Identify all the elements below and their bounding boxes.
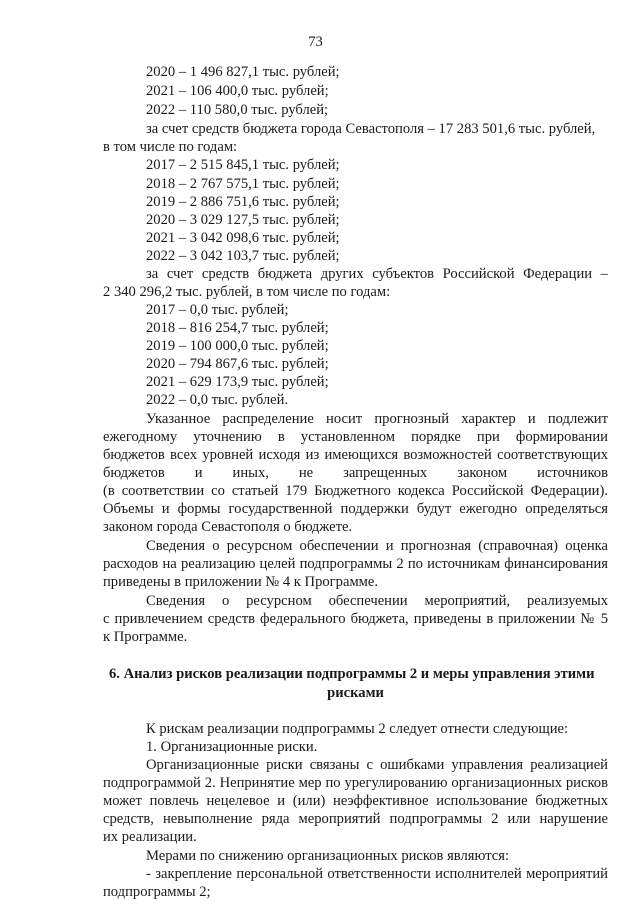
text-line: за счет средств бюджета города Севастополя – 17 283 501,6 тыс. рублей,: [146, 121, 596, 137]
text-line: Указанное распределение носит прогнозный характер и подлежит: [146, 411, 608, 427]
text-line: 2022 – 3 042 103,7 тыс. рублей;: [146, 248, 340, 264]
text-line: их реализации.: [103, 829, 197, 845]
text-line: 2021 – 106 400,0 тыс. рублей;: [146, 83, 329, 99]
text-line: 2017 – 2 515 845,1 тыс. рублей;: [146, 157, 340, 173]
text-line: за счет средств бюджета других субъектов Российской Федерации –: [146, 266, 608, 282]
text-line: подпрограммы 2;: [103, 884, 211, 900]
text-line: 2017 – 0,0 тыс. рублей;: [146, 302, 289, 318]
text-line: К рискам реализации подпрограммы 2 следует отнести следующие:: [146, 721, 569, 737]
text-line: расходов на реализацию целей подпрограммы 2 по источникам финансирования: [103, 556, 608, 572]
text-line: 2019 – 100 000,0 тыс. рублей;: [146, 338, 329, 354]
text-line: к Программе.: [103, 629, 188, 645]
section-heading-cont: рисками: [327, 685, 384, 701]
text-line: средств, невыполнение ряда мероприятий подпрограммы 2 или нарушение: [103, 811, 608, 827]
text-line: 2020 – 1 496 827,1 тыс. рублей;: [146, 64, 340, 80]
text-line: (в соответствии со статьей 179 Бюджетного кодекса Российской Федерации).: [103, 483, 608, 499]
text-line: 2 340 296,2 тыс. рублей, в том числе по годам:: [103, 284, 391, 300]
text-line: подпрограммой 2. Непринятие мер по урегулированию организационных рисков: [103, 775, 608, 791]
text-line: 2022 – 0,0 тыс. рублей.: [146, 392, 289, 408]
page-number: 73: [308, 34, 323, 50]
text-line: 2020 – 794 867,6 тыс. рублей;: [146, 356, 329, 372]
text-line: 2021 – 3 042 098,6 тыс. рублей;: [146, 230, 340, 246]
text-line: с привлечением средств федерального бюджета, приведены в приложении № 5: [103, 611, 608, 627]
text-line: бюджетов всех уровней исходя из имеющихся возможностей соответствующих: [103, 447, 608, 463]
text-line: Организационные риски связаны с ошибками управления реализацией: [146, 757, 608, 773]
text-line: бюджетов и иных, не запрещенных законом источников: [103, 465, 608, 481]
text-line: 2018 – 816 254,7 тыс. рублей;: [146, 320, 329, 336]
text-line: 2018 – 2 767 575,1 тыс. рублей;: [146, 176, 340, 192]
text-line: 2019 – 2 886 751,6 тыс. рублей;: [146, 194, 340, 210]
text-line: Мерами по снижению организационных рисков являются:: [146, 848, 510, 864]
text-line: 1. Организационные риски.: [146, 739, 318, 755]
text-line: 2022 – 110 580,0 тыс. рублей;: [146, 102, 329, 118]
text-line: 2021 – 629 173,9 тыс. рублей;: [146, 374, 329, 390]
text-line: приведены в приложении № 4 к Программе.: [103, 574, 379, 590]
text-line: в том числе по годам:: [103, 139, 238, 155]
text-line: может повлечь нецелевое и (или) неэффективное использование бюджетных: [103, 793, 608, 809]
text-line: 2020 – 3 029 127,5 тыс. рублей;: [146, 212, 340, 228]
text-line: Сведения о ресурсном обеспечении мероприятий, реализуемых: [146, 593, 608, 609]
text-line: Объемы и формы государственной поддержки будут ежегодно определяться: [103, 501, 608, 517]
text-line: ежегодному уточнению в установленном порядке при формировании: [103, 429, 608, 445]
section-heading: 6. Анализ рисков реализации подпрограммы 2 и меры управления этими: [109, 666, 595, 682]
text-line: Сведения о ресурсном обеспечении и прогнозная (справочная) оценка: [146, 538, 608, 554]
text-line: законом города Севастополя о бюджете.: [103, 519, 353, 535]
text-line: - закрепление персональной ответственности исполнителей мероприятий: [146, 866, 608, 882]
